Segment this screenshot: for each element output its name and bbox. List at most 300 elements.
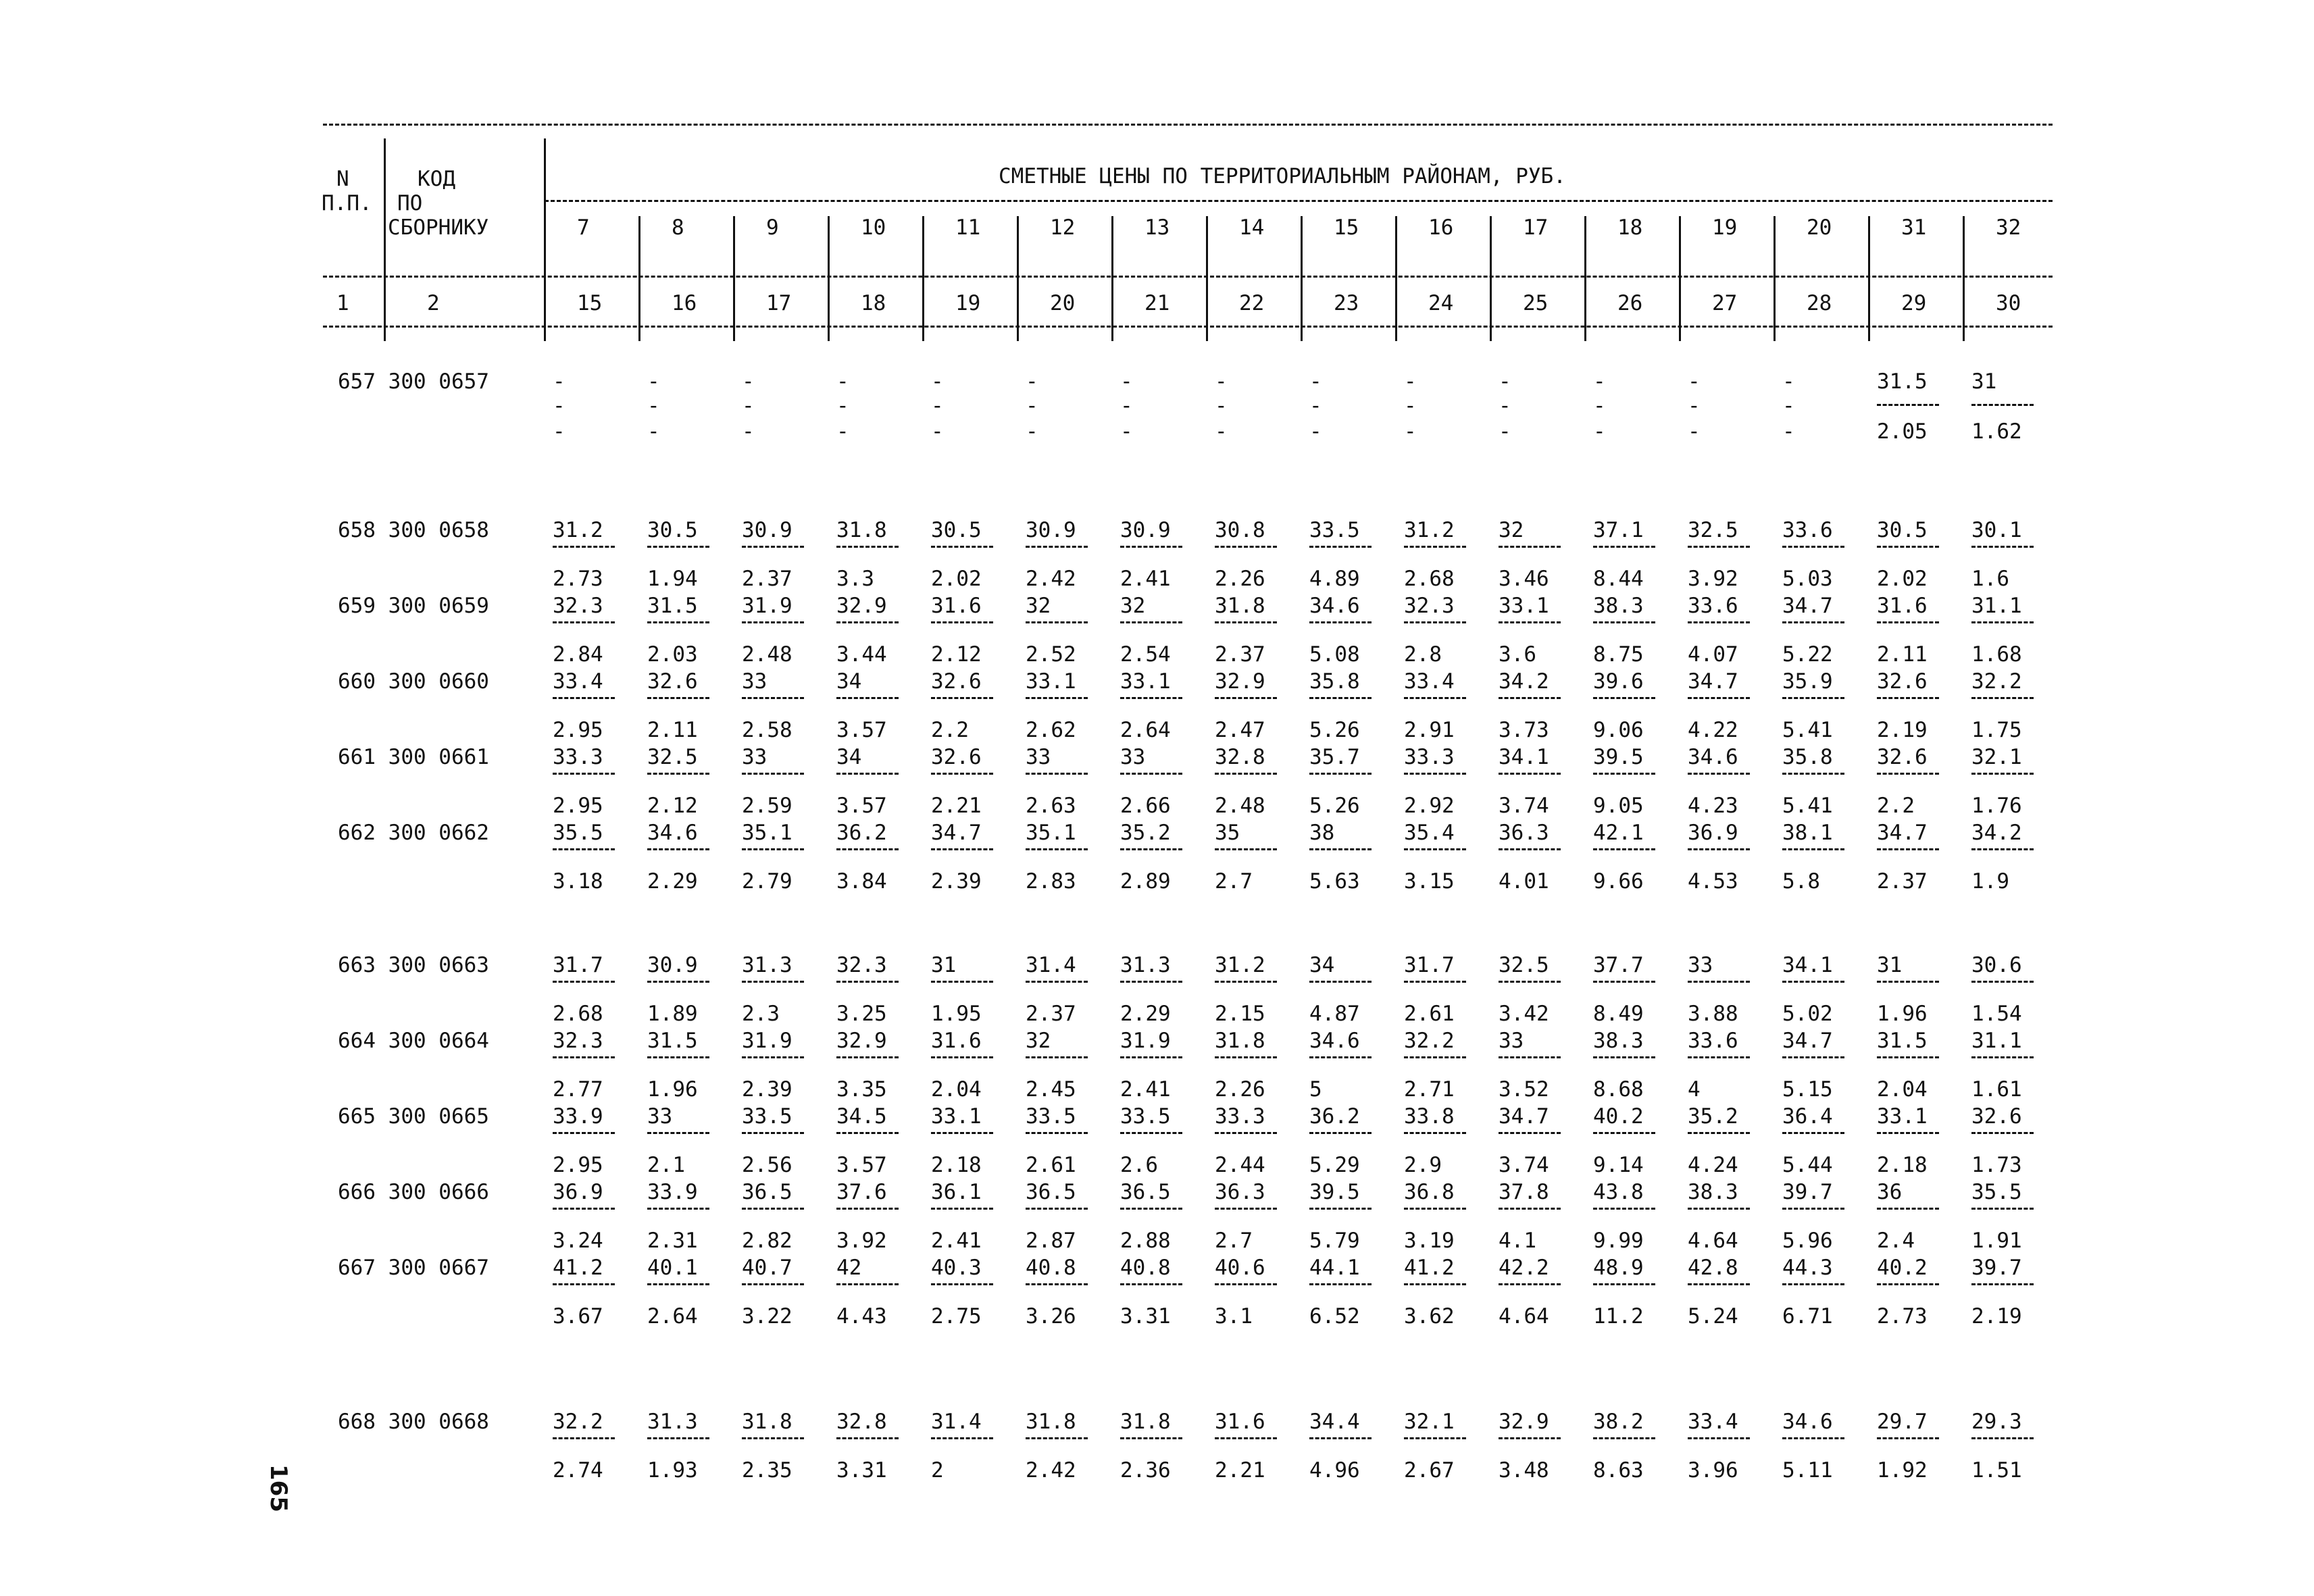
- cell-top: 40.7: [742, 1256, 793, 1280]
- cell-top: 35.5: [1971, 1180, 2022, 1204]
- fraction-line: [1877, 1056, 1939, 1058]
- fraction-line: [1782, 1437, 1844, 1439]
- cell-bottom: -: [1120, 419, 1133, 444]
- cell-top: -: [742, 369, 755, 394]
- cell-bottom: 2.66: [1120, 794, 1171, 818]
- cell-bottom: 2.26: [1215, 1077, 1265, 1102]
- region-number: 11: [955, 215, 981, 240]
- cell-bottom: 2.87: [1026, 1229, 1076, 1253]
- fraction-line: [1120, 1283, 1182, 1285]
- cell-bottom: 4.01: [1499, 869, 1549, 894]
- cell-bottom: 2.42: [1026, 1458, 1076, 1483]
- cell-top: 32: [1120, 594, 1146, 618]
- cell-bottom: 2.8: [1404, 642, 1442, 667]
- cell-top: 33.1: [931, 1104, 982, 1129]
- cell-bottom: 4.43: [836, 1304, 887, 1329]
- cell-bottom: 2.79: [742, 869, 793, 894]
- fraction-line: [1215, 1132, 1277, 1134]
- cell-top: 31: [1877, 953, 1903, 977]
- cell-bottom: -: [1499, 419, 1511, 444]
- cell-bottom: 2.1: [647, 1153, 685, 1177]
- fraction-line: [1309, 848, 1372, 850]
- header-divider-region-6: [1111, 216, 1113, 341]
- cell-top: 40.2: [1877, 1256, 1928, 1280]
- cell-top: 31.8: [742, 1410, 793, 1434]
- cell-top: 33.4: [1404, 669, 1455, 694]
- cell-bottom: 2.11: [647, 718, 698, 742]
- fraction-line: [1971, 773, 2034, 775]
- fraction-line: [1309, 1056, 1372, 1058]
- cell-bottom: 3.73: [1499, 718, 1549, 742]
- fraction-line: [1688, 773, 1750, 775]
- cell-bottom: 2.2: [1877, 794, 1915, 818]
- cell-top: 34.6: [1309, 1029, 1360, 1053]
- cell-top: -: [931, 369, 944, 394]
- cell-top: 32.6: [1877, 745, 1928, 769]
- cell-bottom: 2.19: [1971, 1304, 2022, 1329]
- fraction-line: [1877, 697, 1939, 699]
- col-index: 26: [1617, 291, 1643, 315]
- header-kod: КОД: [418, 167, 455, 191]
- cell-top: 34.7: [931, 821, 982, 845]
- region-number: 7: [577, 215, 590, 240]
- cell-bottom: 5.44: [1782, 1153, 1833, 1177]
- cell-top: 31.8: [1026, 1410, 1076, 1434]
- fraction-line: [1971, 546, 2034, 548]
- cell-bottom: 5.08: [1309, 642, 1360, 667]
- cell-top: 41.2: [1404, 1256, 1455, 1280]
- cell-bottom: 6.52: [1309, 1304, 1360, 1329]
- cell-bottom: 2.02: [931, 567, 982, 591]
- cell-top: 31.7: [1404, 953, 1455, 977]
- cell-bottom: 3.48: [1499, 1458, 1549, 1483]
- cell-top: 48.9: [1593, 1256, 1644, 1280]
- cell-bottom: 3.18: [553, 869, 603, 894]
- cell-bottom: 6.71: [1782, 1304, 1833, 1329]
- cell-top: 33.6: [1688, 1029, 1738, 1053]
- cell-top: 37.8: [1499, 1180, 1549, 1204]
- col-index: 22: [1239, 291, 1265, 315]
- row-code: 665 300 0665: [338, 1104, 489, 1129]
- col-index: 29: [1901, 291, 1927, 315]
- region-number: 20: [1807, 215, 1832, 240]
- col-index: 28: [1807, 291, 1832, 315]
- cell-bottom: 3.96: [1688, 1458, 1738, 1483]
- fraction-line: [553, 848, 615, 850]
- cell-top: 30.8: [1215, 518, 1265, 542]
- header-divider-kod: [544, 138, 546, 341]
- cell-top: 31.1: [1971, 1029, 2022, 1053]
- cell-top: 33: [742, 745, 768, 769]
- cell-top: 32.2: [1404, 1029, 1455, 1053]
- cell-bottom: 1.6: [1971, 567, 2009, 591]
- cell-bottom: 2.7: [1215, 869, 1253, 894]
- fraction-line: [647, 1132, 709, 1134]
- cell-top: 38.3: [1593, 594, 1644, 618]
- fraction-line: [1593, 981, 1655, 983]
- cell-top: 34.4: [1309, 1410, 1360, 1434]
- fraction-line: [553, 1437, 615, 1439]
- cell-bottom: 2.68: [1404, 567, 1455, 591]
- cell-top: 42.8: [1688, 1256, 1738, 1280]
- cell-mid: -: [1026, 394, 1038, 418]
- cell-top: 32.6: [1877, 669, 1928, 694]
- cell-top: 31.6: [931, 594, 982, 618]
- header-divider-region-8: [1301, 216, 1303, 341]
- cell-top: 31.3: [742, 953, 793, 977]
- fraction-line: [1782, 697, 1844, 699]
- cell-mid: -: [1215, 394, 1228, 418]
- fraction-line: [1215, 1283, 1277, 1285]
- row-code: 659 300 0659: [338, 594, 489, 618]
- cell-bottom: 1.95: [931, 1002, 982, 1026]
- fraction-line: [647, 546, 709, 548]
- cell-top: 31.5: [1877, 1029, 1928, 1053]
- cell-bottom: 2.89: [1120, 869, 1171, 894]
- cell-top: 38: [1309, 821, 1335, 845]
- cell-top: 31.3: [647, 1410, 698, 1434]
- cell-top: 30.5: [1877, 518, 1928, 542]
- cell-bottom: -: [1309, 419, 1322, 444]
- cell-top: 36.5: [1026, 1180, 1076, 1204]
- region-number: 18: [1617, 215, 1643, 240]
- cell-top: 40.3: [931, 1256, 982, 1280]
- cell-top: 35.1: [1026, 821, 1076, 845]
- cell-bottom: 2.82: [742, 1229, 793, 1253]
- fraction-line: [553, 1056, 615, 1058]
- fraction-line: [836, 1283, 899, 1285]
- cell-bottom: 2.9: [1404, 1153, 1442, 1177]
- cell-top: 31.8: [1215, 1029, 1265, 1053]
- row-code: 666 300 0666: [338, 1180, 489, 1204]
- fraction-line: [1026, 848, 1088, 850]
- cell-bottom: 5.63: [1309, 869, 1360, 894]
- cell-bottom: 1.61: [1971, 1077, 2022, 1102]
- cell-top: 32.6: [1971, 1104, 2022, 1129]
- col-index: 27: [1712, 291, 1738, 315]
- cell-bottom: 2.84: [553, 642, 603, 667]
- cell-bottom: 3.46: [1499, 567, 1549, 591]
- cell-mid: -: [1120, 394, 1133, 418]
- cell-top: 32: [1499, 518, 1524, 542]
- cell-bottom: 8.68: [1593, 1077, 1644, 1102]
- cell-bottom: 2.68: [553, 1002, 603, 1026]
- fraction-line: [1215, 621, 1277, 623]
- cell-bottom: 2.11: [1877, 642, 1928, 667]
- col-index: 15: [577, 291, 603, 315]
- cell-bottom: 2.48: [742, 642, 793, 667]
- cell-top: -: [1499, 369, 1511, 394]
- row-code: 660 300 0660: [338, 669, 489, 694]
- fraction-line: [1593, 1283, 1655, 1285]
- cell-top: 37.1: [1593, 518, 1644, 542]
- fraction-line: [1593, 1056, 1655, 1058]
- cell-bottom: 2.4: [1877, 1229, 1915, 1253]
- cell-bottom: 2.15: [1215, 1002, 1265, 1026]
- fraction-line: [1971, 621, 2034, 623]
- fraction-line: [1026, 1437, 1088, 1439]
- fraction-line: [931, 1208, 993, 1210]
- fraction-line: [1026, 1208, 1088, 1210]
- cell-top: 36.9: [1688, 821, 1738, 845]
- cell-top: 33.3: [1215, 1104, 1265, 1129]
- cell-bottom: 3.57: [836, 718, 887, 742]
- col-index: 17: [766, 291, 792, 315]
- cell-top: -: [1309, 369, 1322, 394]
- cell-top: 36: [1877, 1180, 1903, 1204]
- row-code: 657 300 0657: [338, 369, 489, 394]
- cell-top: 34: [836, 745, 862, 769]
- cell-bottom: 1.94: [647, 567, 698, 591]
- cell-top: 31.2: [1215, 953, 1265, 977]
- fraction-line: [1877, 546, 1939, 548]
- fraction-line: [647, 1056, 709, 1058]
- header-divider-region-7: [1206, 216, 1208, 341]
- cell-top: 29.3: [1971, 1410, 2022, 1434]
- region-number: 31: [1901, 215, 1927, 240]
- cell-top: 31.6: [1215, 1410, 1265, 1434]
- fraction-line: [1499, 848, 1561, 850]
- cell-bottom: 2.56: [742, 1153, 793, 1177]
- fraction-line: [1404, 1056, 1466, 1058]
- cell-bottom: 3.57: [836, 1153, 887, 1177]
- col-index: 23: [1334, 291, 1359, 315]
- cell-bottom: 2.05: [1877, 419, 1928, 444]
- cell-top: 42.1: [1593, 821, 1644, 845]
- cell-bottom: -: [1782, 419, 1795, 444]
- cell-top: 34.7: [1782, 594, 1833, 618]
- fraction-line: [931, 1056, 993, 1058]
- cell-top: 31.8: [1215, 594, 1265, 618]
- cell-top: -: [836, 369, 849, 394]
- fraction-line: [1309, 773, 1372, 775]
- cell-bottom: 3.84: [836, 869, 887, 894]
- cell-bottom: 3.26: [1026, 1304, 1076, 1329]
- cell-bottom: 2.61: [1026, 1153, 1076, 1177]
- cell-top: 32.1: [1971, 745, 2022, 769]
- fraction-line: [931, 621, 993, 623]
- fraction-line: [1877, 1132, 1939, 1134]
- fraction-line: [742, 1208, 804, 1210]
- cell-bottom: 4.64: [1499, 1304, 1549, 1329]
- fraction-line: [1026, 697, 1088, 699]
- fraction-line: [553, 981, 615, 983]
- cell-bottom: 9.06: [1593, 718, 1644, 742]
- cell-top: 34.6: [1688, 745, 1738, 769]
- fraction-line: [647, 1437, 709, 1439]
- cell-top: 38.2: [1593, 1410, 1644, 1434]
- cell-bottom: 4.24: [1688, 1153, 1738, 1177]
- cell-top: 30.9: [1120, 518, 1171, 542]
- cell-top: -: [1782, 369, 1795, 394]
- header-divider-region-14: [1868, 216, 1870, 341]
- fraction-line: [1688, 546, 1750, 548]
- cell-bottom: 3.25: [836, 1002, 887, 1026]
- fraction-line: [1593, 697, 1655, 699]
- cell-bottom: 3.24: [553, 1229, 603, 1253]
- cell-bottom: 3.57: [836, 794, 887, 818]
- cell-top: 39.7: [1782, 1180, 1833, 1204]
- fraction-line: [1499, 546, 1561, 548]
- cell-bottom: -: [1688, 419, 1701, 444]
- cell-bottom: 2.47: [1215, 718, 1265, 742]
- cell-bottom: 9.66: [1593, 869, 1644, 894]
- cell-bottom: 2.92: [1404, 794, 1455, 818]
- fraction-line: [1499, 1208, 1561, 1210]
- cell-top: 33.9: [553, 1104, 603, 1129]
- cell-bottom: -: [1404, 419, 1417, 444]
- cell-bottom: 5.22: [1782, 642, 1833, 667]
- fraction-line: [1877, 848, 1939, 850]
- cell-top: 31: [931, 953, 957, 977]
- cell-bottom: 2.3: [742, 1002, 780, 1026]
- header-divider-region-1: [638, 216, 640, 341]
- cell-top: 38.3: [1593, 1029, 1644, 1053]
- cell-top: 33.9: [647, 1180, 698, 1204]
- cell-top: 33.6: [1688, 594, 1738, 618]
- fraction-line: [1877, 773, 1939, 775]
- cell-bottom: 2.58: [742, 718, 793, 742]
- cell-bottom: 4.89: [1309, 567, 1360, 591]
- cell-bottom: 2.37: [1215, 642, 1265, 667]
- cell-bottom: -: [553, 419, 565, 444]
- cell-bottom: -: [931, 419, 944, 444]
- row-code: 668 300 0668: [338, 1410, 489, 1434]
- cell-bottom: 8.63: [1593, 1458, 1644, 1483]
- fraction-line: [1688, 981, 1750, 983]
- fraction-line: [1404, 1283, 1466, 1285]
- cell-bottom: 2.26: [1215, 567, 1265, 591]
- cell-top: 32.5: [647, 745, 698, 769]
- cell-top: 33.4: [553, 669, 603, 694]
- cell-bottom: 2.59: [742, 794, 793, 818]
- cell-mid: -: [742, 394, 755, 418]
- cell-bottom: 2.64: [1120, 718, 1171, 742]
- cell-top: 34.7: [1688, 669, 1738, 694]
- cell-top: 34.2: [1971, 821, 2022, 845]
- fraction-line: [836, 1056, 899, 1058]
- fraction-line: [553, 621, 615, 623]
- fraction-line: [1499, 1437, 1561, 1439]
- cell-bottom: 2.12: [647, 794, 698, 818]
- cell-top: 32.2: [1971, 669, 2022, 694]
- region-number: 17: [1523, 215, 1549, 240]
- cell-top: 34.5: [836, 1104, 887, 1129]
- fraction-line: [1877, 621, 1939, 623]
- cell-top: 36.2: [836, 821, 887, 845]
- cell-top: 40.8: [1120, 1256, 1171, 1280]
- fraction-line: [1971, 981, 2034, 983]
- cell-bottom: 2.64: [647, 1304, 698, 1329]
- cell-bottom: 2.03: [647, 642, 698, 667]
- cell-top: 43.8: [1593, 1180, 1644, 1204]
- cell-bottom: 5.41: [1782, 794, 1833, 818]
- row-code: 664 300 0664: [338, 1029, 489, 1053]
- fraction-line: [647, 1283, 709, 1285]
- cell-top: 33.8: [1404, 1104, 1455, 1129]
- cell-top: 29.7: [1877, 1410, 1928, 1434]
- cell-bottom: 5.96: [1782, 1229, 1833, 1253]
- cell-bottom: 3.19: [1404, 1229, 1455, 1253]
- fraction-line: [1877, 981, 1939, 983]
- col-index-2: 2: [427, 291, 440, 315]
- cell-top: 41.2: [553, 1256, 603, 1280]
- cell-bottom: 2.74: [553, 1458, 603, 1483]
- cell-bottom: 2.91: [1404, 718, 1455, 742]
- col-index: 24: [1428, 291, 1454, 315]
- cell-top: 32.5: [1688, 518, 1738, 542]
- cell-bottom: 1.92: [1877, 1458, 1928, 1483]
- header-divider-region-12: [1679, 216, 1681, 341]
- cell-top: 34.1: [1782, 953, 1833, 977]
- fraction-line: [1309, 546, 1372, 548]
- fraction-line: [1309, 1208, 1372, 1210]
- cell-bottom: -: [1026, 419, 1038, 444]
- cell-bottom: 2.73: [1877, 1304, 1928, 1329]
- fraction-line: [1971, 1056, 2034, 1058]
- fraction-line: [1499, 1132, 1561, 1134]
- fraction-line: [1215, 848, 1277, 850]
- fraction-line: [742, 546, 804, 548]
- region-number: 19: [1712, 215, 1738, 240]
- fraction-line: [931, 1437, 993, 1439]
- cell-top: 32.3: [1404, 594, 1455, 618]
- col-index: 21: [1145, 291, 1170, 315]
- cell-mid: -: [1688, 394, 1701, 418]
- region-number: 10: [861, 215, 886, 240]
- cell-bottom: 2.41: [1120, 567, 1171, 591]
- cell-bottom: 1.91: [1971, 1229, 2022, 1253]
- cell-top: 33.4: [1688, 1410, 1738, 1434]
- fraction-line: [1499, 981, 1561, 983]
- cell-top: 36.8: [1404, 1180, 1455, 1204]
- cell-top: 34.7: [1499, 1104, 1549, 1129]
- fraction-line: [742, 697, 804, 699]
- cell-bottom: 2.95: [553, 718, 603, 742]
- cell-bottom: 2.42: [1026, 567, 1076, 591]
- cell-top: 31.4: [1026, 953, 1076, 977]
- cell-bottom: 5.24: [1688, 1304, 1738, 1329]
- fraction-line: [742, 1056, 804, 1058]
- cell-top: 31.5: [647, 594, 698, 618]
- fraction-line: [742, 773, 804, 775]
- cell-bottom: 2.95: [553, 794, 603, 818]
- cell-top: 32: [1026, 594, 1051, 618]
- header-divider-region-11: [1584, 216, 1586, 341]
- fraction-line: [1404, 848, 1466, 850]
- cell-bottom: 3.74: [1499, 1153, 1549, 1177]
- cell-mid: -: [1593, 394, 1606, 418]
- fraction-line: [1309, 697, 1372, 699]
- fraction-line: [1026, 1283, 1088, 1285]
- cell-top: -: [1688, 369, 1701, 394]
- cell-bottom: 2.21: [931, 794, 982, 818]
- col-index: 20: [1050, 291, 1076, 315]
- cell-top: 36.3: [1215, 1180, 1265, 1204]
- fraction-line: [553, 1283, 615, 1285]
- cell-top: 36.1: [931, 1180, 982, 1204]
- cell-top: 30.9: [742, 518, 793, 542]
- fraction-line: [931, 981, 993, 983]
- fraction-line: [553, 1132, 615, 1134]
- cell-bottom: 1.89: [647, 1002, 698, 1026]
- cell-top: 36.3: [1499, 821, 1549, 845]
- cell-bottom: 4.87: [1309, 1002, 1360, 1026]
- cell-bottom: 2.39: [742, 1077, 793, 1102]
- fraction-line: [1688, 1283, 1750, 1285]
- header-sborniku: СБОРНИКУ: [388, 215, 489, 240]
- cell-bottom: 3.62: [1404, 1304, 1455, 1329]
